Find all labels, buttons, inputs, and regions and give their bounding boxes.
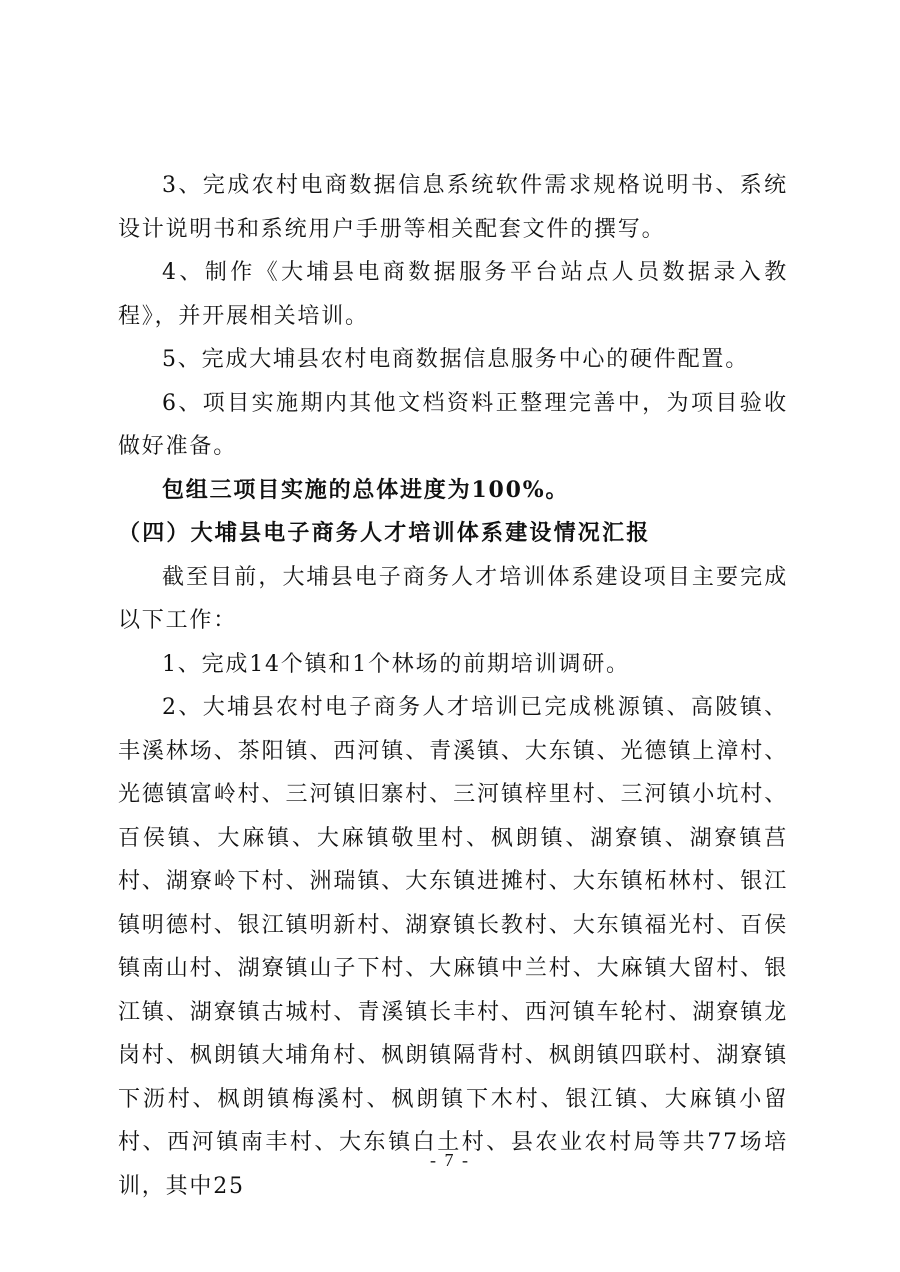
paragraph-item-4: 4、制作《大埔县电商数据服务平台站点人员数据录入教程》，并开展相关培训。 (118, 260, 788, 329)
progress-summary: 包组三项目实施的总体进度为100%。 (162, 476, 570, 503)
work-item-1: 1、完成14个镇和1个林场的前期培训调研。 (162, 651, 630, 677)
document-body (118, 164, 788, 1208)
page-number: - 7 - (430, 1150, 470, 1170)
paragraph-item-3: 3、完成农村电商数据信息系统软件需求规格说明书、系统设计说明书和系统用户手册等相关配套文件的撰写。 (118, 173, 788, 242)
section-intro: 截至目前，大埔县电子商务人才培训体系建设项目主要完成以下工作： (118, 564, 788, 633)
section-heading: （四）大埔县电子商务人才培训体系建设情况汇报 (118, 520, 651, 546)
work-item-2: 2、大埔县农村电子商务人才培训已完成桃源镇、高陂镇、丰溪林场、茶阳镇、西河镇、青溪镇、大东镇、光德镇上漳村、光德镇富岭村、三河镇旧寨村、三河镇梓里村、三河镇小坑村、百侯镇、大麻镇、大麻镇敬里村、枫朗镇、湖寮镇、湖寮镇莒村、湖寮岭下村、洲瑞镇、大东镇进摊村、大东镇柘林村、银江镇明德村、银江镇明新村、湖寮镇长教村、大东镇福光村、百侯镇南山村、湖寮镇山子下村、大麻镇中兰村、大麻镇大留村、银江镇、湖寮镇古城村、青溪镇长丰村、西河镇车轮村、湖寮镇龙岗村、枫朗镇大埔角村、枫朗镇隔背村、枫朗镇四联村、湖寮镇下沥村、枫朗镇梅溪村、枫朗镇下木村、银江镇、大麻镇小留村、西河镇南丰村、大东镇白土村、县农业农村局等共77场培训，其中25 (118, 695, 788, 1199)
paragraph-item-6: 6、项目实施期内其他文档资料正整理完善中，为项目验收做好准备。 (118, 390, 788, 459)
paragraph-item-5: 5、完成大埔县农村电商数据信息服务中心的硬件配置。 (162, 347, 749, 372)
